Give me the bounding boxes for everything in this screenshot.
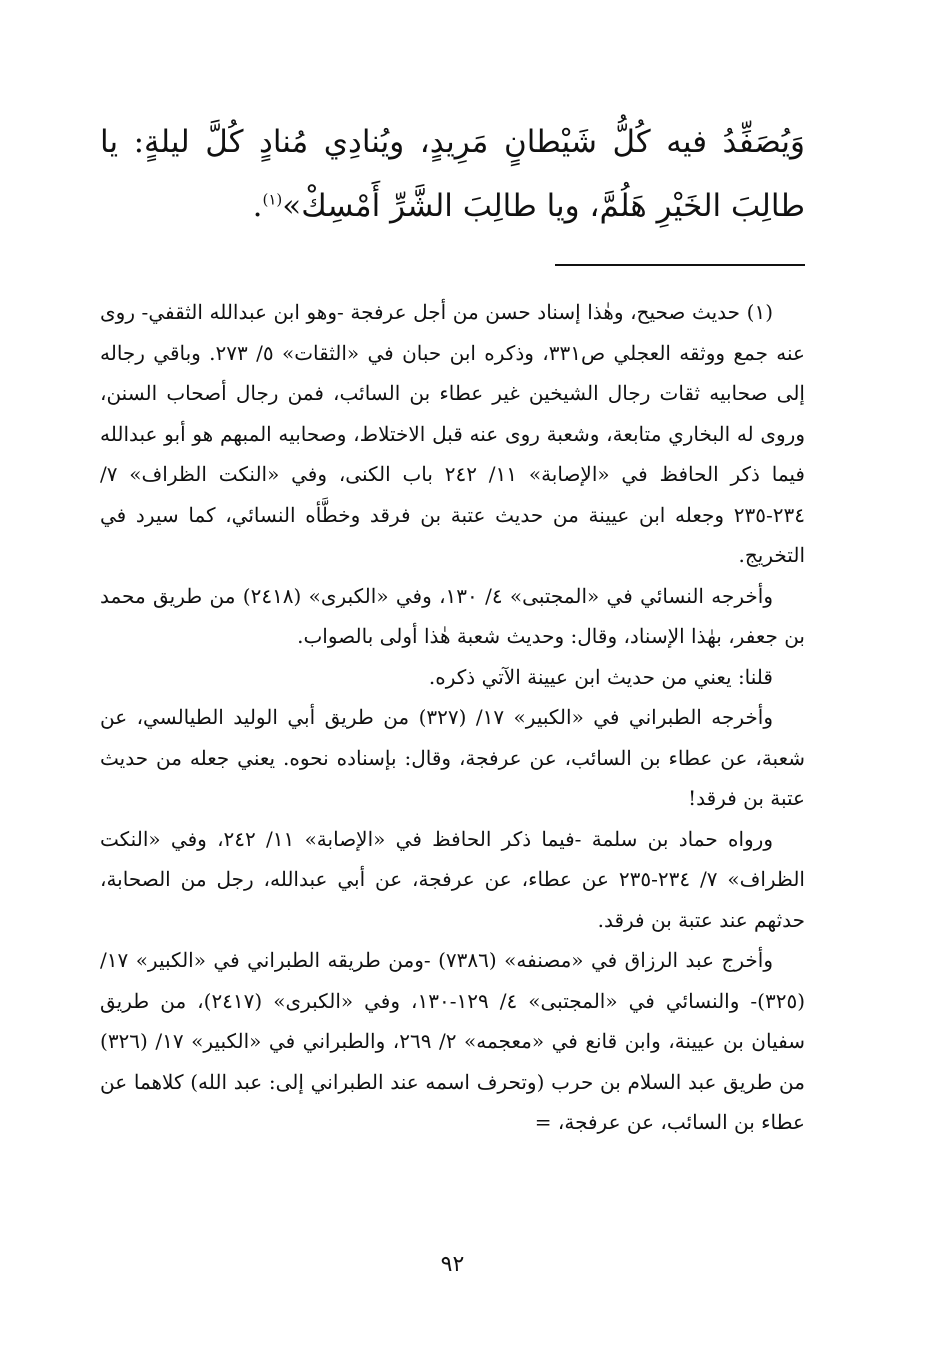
footnote-separator bbox=[555, 264, 805, 266]
page-number: ٩٢ bbox=[440, 1252, 465, 1277]
main-text-body: وَيُصَفِّدُ فيه كُلُّ شَيْطانٍ مَرِيدٍ، ويُنادِي مُنادٍ كُلَّ ليلةٍ: يا طالِبَ الخَيْرِ هَلُمَّ، ويا طالِبَ الشَّرِّ أَمْسِكْ» bbox=[100, 124, 805, 224]
footnote-paragraph: ورواه حماد بن سلمة -فيما ذكر الحافظ في «الإصابة» ١١/ ٢٤٢، وفي «النكت الظراف» ٧/ ٢٣٤-٢٣٥ عن عطاء، عن عرفجة، عن أبي عبدالله، رجل من الصحابة، حدثهم عند عتبة بن فرقد. bbox=[100, 826, 805, 932]
footnote-paragraph: قلنا: يعني من حديث ابن عيينة الآتي ذكره. bbox=[428, 664, 773, 689]
footnote-reference: (١) bbox=[262, 190, 283, 209]
footnotes-section bbox=[100, 292, 805, 1143]
footnote-paragraph: (١) حديث صحيح، وهٰذا إسناد حسن من أجل عرفجة -وهو ابن عبدالله الثقفي- روى عنه جمع ووثقه العجلي ص٣٣١، وذكره ابن حبان في «الثقات» ٥/ ٢٧٣. وباقي رجاله إلى صحابيه ثقات رجال الشيخين غير عطاء بن السائب، فمن رجال أصحاب السنن، وروى له البخاري متابعة، وشعبة روى عنه قبل الاختلاط، وصحابيه المبهم هو أبو عبدالله فيما ذكر الحافظ في «الإصابة» ١١/ ٢٤٢ باب الكنى، وفي «النكت الظراف» ٧/ ٢٣٤-٢٣٥ وجعله ابن عيينة من حديث عتبة بن فرقد وخطَّأه النسائي، كما سيرد في التخريج. bbox=[100, 300, 805, 567]
main-text-end: . bbox=[252, 188, 263, 224]
main-text bbox=[100, 110, 805, 238]
footnote-paragraph: وأخرجه الطبراني في «الكبير» ١٧/ (٣٢٧) من طريق أبي الوليد الطيالسي، عن شعبة، عن عطاء بن السائب، عن عرفجة، وقال: بإسناده نحوه. يعني جعله من حديث عتبة بن فرقد! bbox=[100, 705, 805, 810]
footnote-paragraph: وأخرج عبد الرزاق في «مصنفه» (٧٣٨٦) -ومن طريقه الطبراني في «الكبير» ١٧/ (٣٢٥)- والنسائي في «المجتبى» ٤/ ١٢٩-١٣٠، وفي «الكبرى» (٢٤١٧)، من طريق سفيان بن عيينة، وابن قانع في «معجمه» ٢/ ٢٦٩، والطبراني في «الكبير» ١٧/ (٣٢٦) من طريق عبد السلام بن حرب (وتحرف اسمه عند الطبراني إلى: عبد الله) كلاهما عن عطاء بن السائب، عن عرفجة، = bbox=[100, 948, 806, 1134]
footnote-paragraph: وأخرجه النسائي في «المجتبى» ٤/ ١٣٠، وفي «الكبرى» (٢٤١٨) من طريق محمد بن جعفر، بهٰذا الإسناد، وقال: وحديث شعبة هٰذا أولى بالصواب. bbox=[100, 583, 805, 648]
book-page bbox=[100, 0, 805, 1359]
